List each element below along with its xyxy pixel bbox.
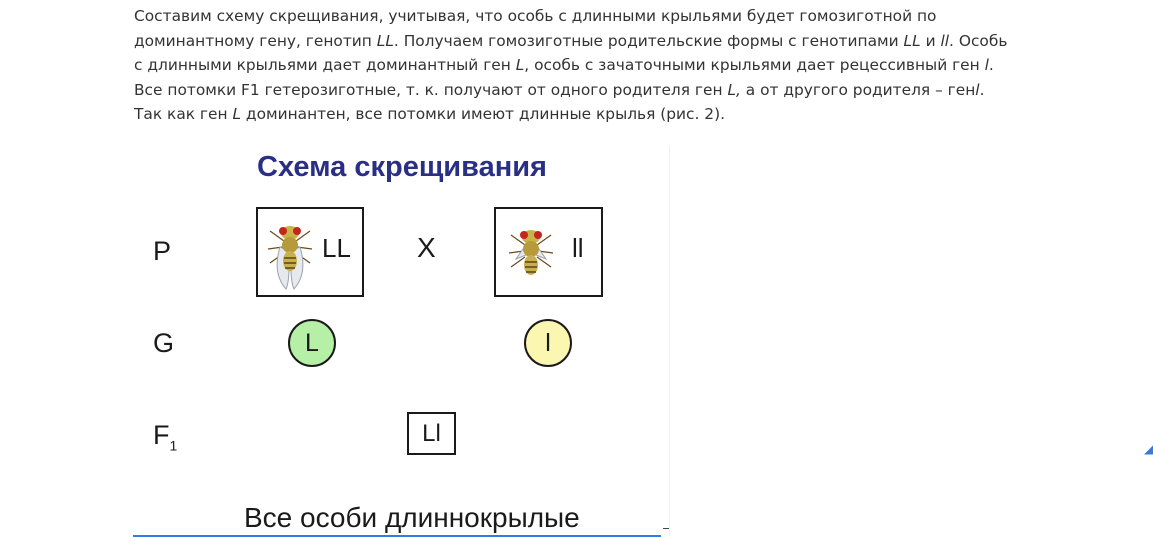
row-label-p: P <box>153 236 172 266</box>
parent1-box <box>256 207 364 297</box>
fly-vestigial-wings-icon <box>504 219 558 283</box>
row-label-f1: $F_1$ <box>153 420 178 454</box>
figure-caption: Все особи длиннокрылые <box>244 502 580 533</box>
scroll-marker-icon[interactable]: ◢ <box>1144 442 1153 456</box>
parent2-box <box>494 207 603 297</box>
cross-symbol: X <box>417 232 436 263</box>
divider-mark <box>663 528 669 529</box>
crossing-scheme-figure <box>131 146 670 537</box>
body-paragraph: Составим схему скрещивания, учитывая, что особь с длинными крыльями будет гомозиготной по доминантному гену, генотип LL. Получаем гомозиготные родительские формы с генотипами LL и ll. Особь с длинными крыльями дает доминантный ген L, особь с зачаточными крыльями дает рецессивный ген l. Все потомки F1 гетерозиготные, т. к. получают от одного родителя ген L, а от другого родителя – генl. Так как ген L доминантен, все потомки имеют длинные крылья (рис. 2). <box>134 7 1008 123</box>
parent2-genotype: ll <box>572 233 584 263</box>
gamete-dominant: L <box>288 319 336 367</box>
parent1-genotype: LL <box>322 233 351 263</box>
f1-genotype-box: Ll <box>407 412 456 455</box>
fly-long-wings-icon <box>262 211 318 291</box>
row-label-g: G <box>153 328 175 358</box>
figure-title: Схема скрещивания <box>257 151 547 183</box>
gamete-recessive: l <box>524 319 572 367</box>
